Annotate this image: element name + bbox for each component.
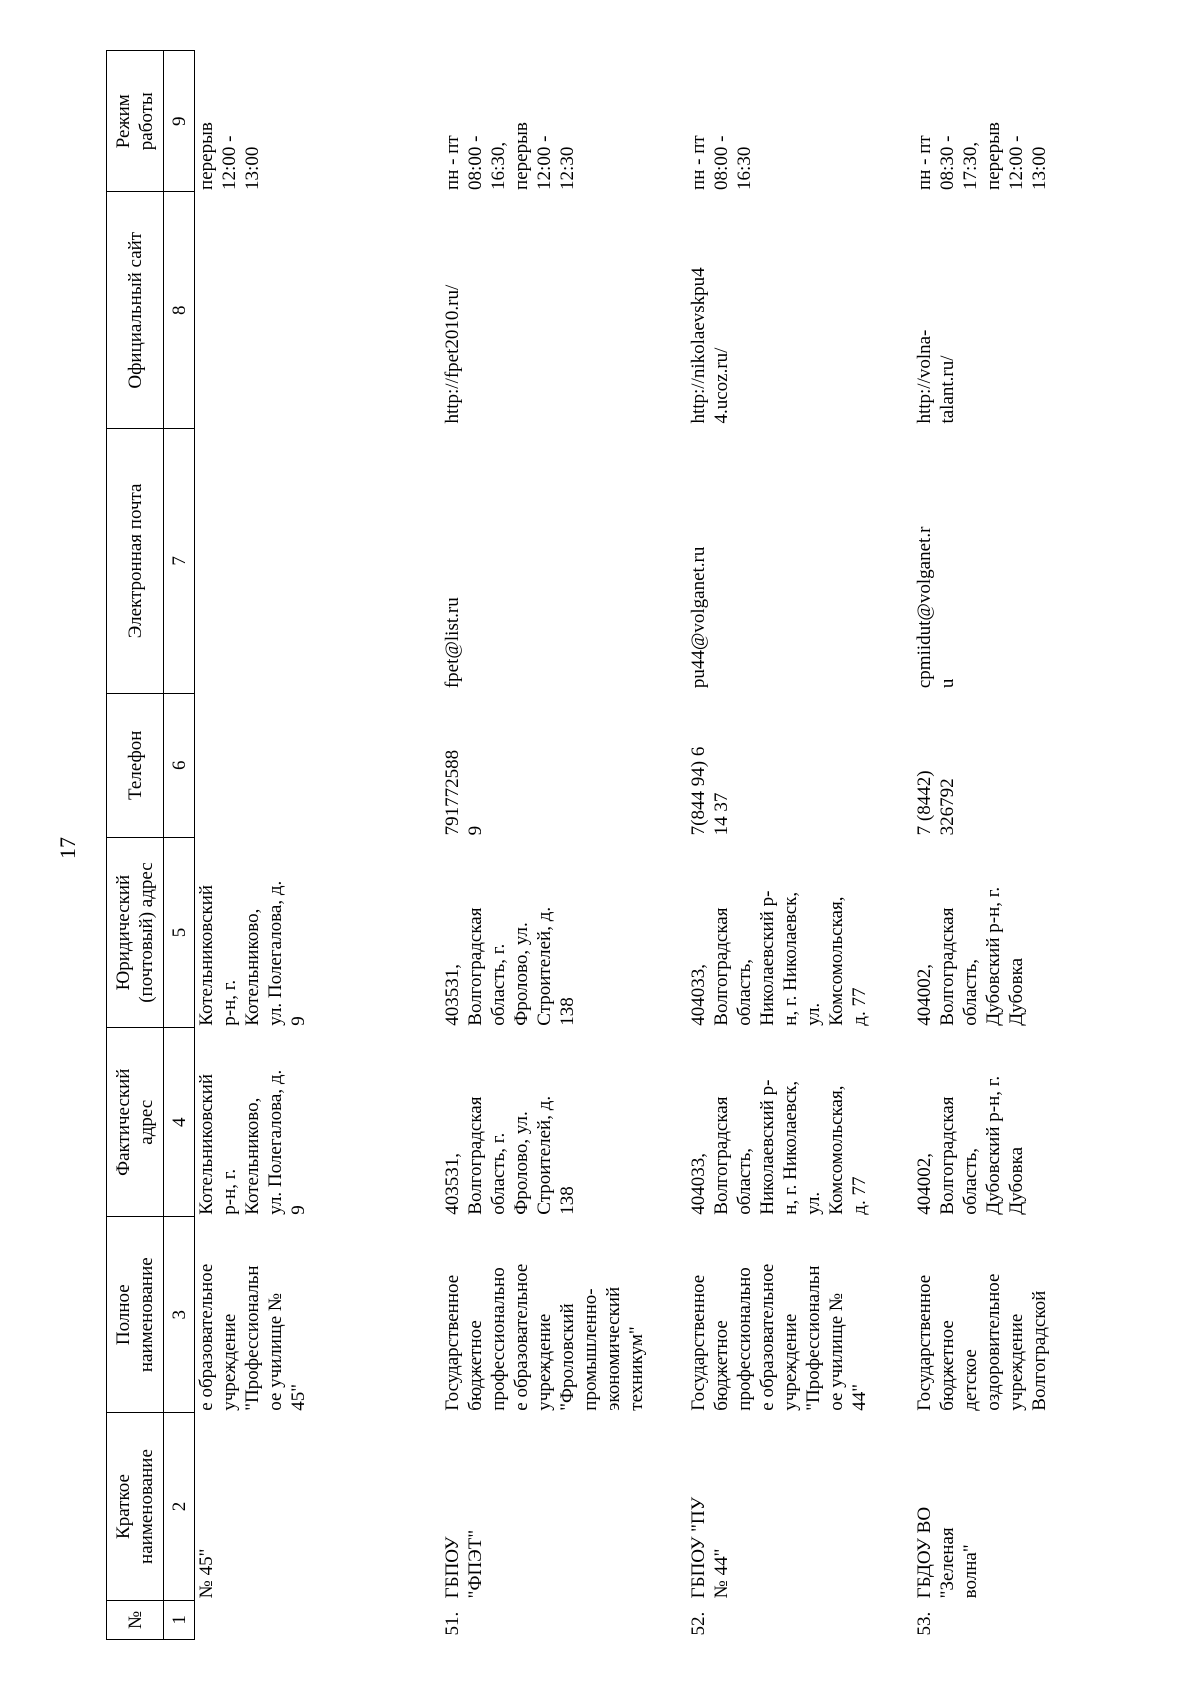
col-header-actual-address: Фактический адрес xyxy=(107,1028,164,1217)
actual-address: 404033, Волгоградская область, Николаевский р- н, г. Николаевск, ул. Комсомольская, д. 77 xyxy=(687,1079,870,1215)
col-number: 9 xyxy=(164,51,195,192)
header-row xyxy=(107,51,164,1640)
col-header-number: № xyxy=(107,1600,164,1639)
short-name: ГБДОУ ВО "Зеленая волна" xyxy=(913,1506,981,1599)
website: http://fpet2010.ru/ xyxy=(441,284,463,424)
phone xyxy=(195,693,441,837)
table-row xyxy=(441,51,687,1640)
legal-address: 404033, Волгоградская область, Николаевский р- н, г. Николаевск, ул. Комсомольская, д. 77 xyxy=(687,890,870,1026)
col-number: 3 xyxy=(164,1217,195,1413)
table-row xyxy=(913,51,1051,1640)
short-name: № 45" xyxy=(196,1548,217,1599)
website xyxy=(195,192,441,429)
col-header-short-name: Краткое наименование xyxy=(107,1413,164,1601)
working-hours: перерыв 12:00 - 13:00 xyxy=(196,122,263,190)
actual-address: 403531, Волгоградская область, г. Фролово, ул. Строителей, д. 138 xyxy=(441,1095,578,1215)
col-header-legal-address: Юридический (почтовый) адрес xyxy=(107,837,164,1027)
phone: 791772588 9 xyxy=(441,749,486,836)
row-number: 53. xyxy=(913,1611,935,1636)
short-name: ГБПОУ "ФПЭТ" xyxy=(441,1529,486,1599)
full-name: Государственное бюджетное профессионально е образовательное учреждение "Профессиональн ое училище № 44" xyxy=(687,1263,870,1411)
email: pu44@volganet.ru xyxy=(687,546,709,689)
email: fpet@list.ru xyxy=(441,597,463,689)
col-number: 5 xyxy=(164,837,195,1027)
col-number: 2 xyxy=(164,1413,195,1601)
page-number: 17 xyxy=(55,837,80,859)
legal-address: Котельниковский р-н, г. Котельниково, ул. Полегалова, д. 9 xyxy=(196,880,309,1026)
institutions-table-sheet xyxy=(106,50,1106,1640)
col-header-full-name: Полное наименование xyxy=(107,1217,164,1413)
short-name: ГБПОУ "ПУ № 44" xyxy=(687,1496,732,1599)
col-number: 4 xyxy=(164,1028,195,1217)
col-number: 8 xyxy=(164,192,195,429)
col-header-email: Электронная почта xyxy=(107,429,164,694)
row-number xyxy=(195,1600,441,1639)
col-header-hours: Режим работы xyxy=(107,51,164,192)
actual-address: Котельниковский р-н, г. Котельниково, ул. Полегалова, д. 9 xyxy=(196,1069,309,1215)
row-number: 51. xyxy=(441,1611,463,1636)
col-number: 7 xyxy=(164,429,195,694)
col-header-phone: Телефон xyxy=(107,693,164,837)
full-name: Государственное бюджетное детское оздоровительное учреждение Волгоградской xyxy=(913,1273,1050,1411)
website: http://nikolaevskpu4 4.ucoz.ru/ xyxy=(687,267,732,424)
working-hours: пн - пт 08:00 - 16:30 xyxy=(687,135,755,190)
legal-address: 404002, Волгоградская область, Дубовский р-н, г. Дубовка xyxy=(913,886,1027,1026)
col-number: 6 xyxy=(164,693,195,837)
row-number: 52. xyxy=(687,1611,709,1636)
institutions-table xyxy=(106,50,1051,1640)
working-hours: пн - пт 08:30 - 17:30, перерыв 12:00 - 13:00 xyxy=(913,122,1050,190)
full-name: Государственное бюджетное профессионально е образовательное учреждение "Фроловский промышленно- экономический техникум" xyxy=(441,1263,647,1411)
full-name: е образовательное учреждение "Профессиональн ое училище № 45" xyxy=(196,1263,309,1411)
table-row xyxy=(687,51,913,1640)
legal-address: 403531, Волгоградская область, г. Фролово, ул. Строителей, д. 138 xyxy=(441,906,578,1026)
table-row xyxy=(195,51,441,1640)
column-number-row xyxy=(164,51,195,1640)
working-hours: пн - пт 08:00 - 16:30, перерыв 12:00 - 12:30 xyxy=(441,122,578,190)
email xyxy=(195,429,441,694)
col-number: 1 xyxy=(164,1600,195,1639)
phone: 7(844 94) 6 14 37 xyxy=(687,746,732,836)
phone: 7 (8442) 326792 xyxy=(913,770,958,836)
actual-address: 404002, Волгоградская область, Дубовский р-н, г. Дубовка xyxy=(913,1075,1027,1215)
email: cpmiidut@volganet.r u xyxy=(913,526,958,689)
col-header-website: Официальный сайт xyxy=(107,192,164,429)
website: http://volna- talant.ru/ xyxy=(913,329,958,424)
